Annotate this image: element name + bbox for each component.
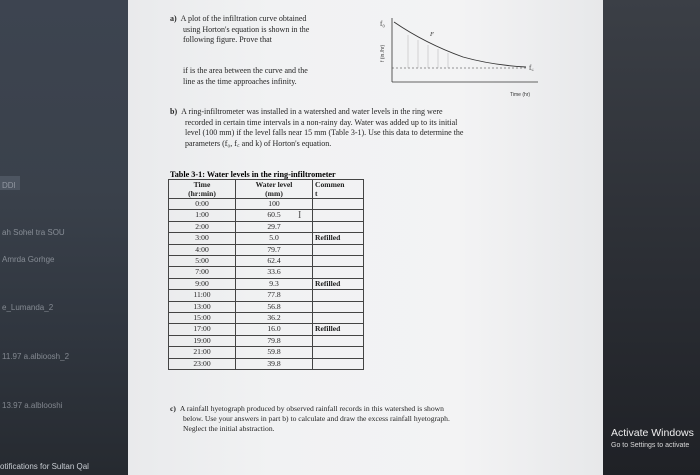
table-cell-time: 19:00 [169, 335, 236, 346]
table-cell-time: 4:00 [169, 244, 236, 255]
table-cell-level: 9.3 [236, 278, 313, 289]
header-level-line: (mm) [265, 189, 283, 198]
table-cell-comment [313, 221, 364, 232]
table-cell-time: 0:00 [169, 199, 236, 210]
table-cell-comment [313, 335, 364, 346]
question-c-line: A rainfall hyetograph produced by observed rainfall records in this watershed is shown [179, 404, 444, 413]
table-cell-comment [313, 256, 364, 267]
question-c-line: below. Use your answers in part b) to calculate and draw the excess rainfall hyetograph. [183, 414, 450, 423]
question-a-label: a) [170, 14, 177, 23]
question-b-line: recorded in certain time intervals in a non-rainy day. Water was added up to its initial [185, 117, 458, 127]
table-cell-comment [313, 267, 364, 278]
table-cell-time: 2:00 [169, 221, 236, 232]
table-cell-time: 11:00 [169, 290, 236, 301]
table-cell-level: 59.8 [236, 347, 313, 358]
notifications-label[interactable]: otifications for Sultan Qal [0, 462, 89, 471]
table-row [169, 324, 364, 335]
table-cell-time: 15:00 [169, 313, 236, 324]
question-c-label: c) [170, 404, 176, 413]
graph-x-label: Time (hr) [510, 92, 531, 98]
question-a-line: following figure. Prove that [183, 35, 272, 45]
question-c-line: Neglect the initial abstraction. [183, 424, 275, 433]
header-time-line: Time [193, 180, 211, 189]
table-row [169, 210, 364, 221]
header-time [169, 180, 236, 199]
header-time-line: (hr:min) [188, 189, 216, 198]
question-b [170, 107, 570, 149]
sidebar-label: e_Lumanda_2 [2, 303, 54, 312]
table-row [169, 301, 364, 312]
table-cell-comment: Refilled [313, 324, 364, 335]
question-b-line: level (100 mm) if the level falls near 15 mm (Table 3-1). Use this data to determine the [185, 128, 464, 138]
text-cursor-icon: I [298, 210, 302, 221]
question-b-line: parameters (f₀, f꜀ and k) of Horton's equation. [185, 138, 332, 148]
question-a-line: A plot of the infiltration curve obtained [180, 14, 307, 23]
table-cell-comment: Refilled [313, 278, 364, 289]
table-row [169, 244, 364, 255]
table-row [169, 221, 364, 232]
table-cell-level: 60.5 [236, 210, 313, 221]
table-cell-comment [313, 290, 364, 301]
table-cell-level: 16.0 [236, 324, 313, 335]
table-cell-level: 62.4 [236, 256, 313, 267]
table-row [169, 335, 364, 346]
sidebar-label: DDl [2, 181, 16, 190]
table-cell-time: 21:00 [169, 347, 236, 358]
question-a-line: using Horton's equation is shown in the [183, 24, 310, 34]
table-cell-level: 56.8 [236, 301, 313, 312]
horton-infiltration-graph [238, 10, 543, 100]
table-cell-comment: Refilled [313, 233, 364, 244]
header-water-level [236, 180, 313, 199]
header-level-line: Water level [255, 180, 293, 189]
sidebar-label: 13.97 a.alblooshi [2, 401, 63, 410]
table-row [169, 233, 364, 244]
table-cell-comment [313, 199, 364, 210]
table-cell-comment [313, 358, 364, 369]
table-row [169, 199, 364, 210]
table-row [169, 278, 364, 289]
table-cell-level: 77.8 [236, 290, 313, 301]
F-label: F [430, 31, 434, 38]
table-cell-time: 3:00 [169, 233, 236, 244]
left-background-panel [0, 0, 128, 475]
table-cell-comment [313, 301, 364, 312]
table-row [169, 313, 364, 324]
area-hatching [408, 35, 448, 68]
table-cell-comment [313, 313, 364, 324]
table-cell-level: 33.6 [236, 267, 313, 278]
table-row [169, 347, 364, 358]
table-cell-level: 36.2 [236, 313, 313, 324]
graph-y-label: f (in./hr) [380, 44, 386, 62]
table-cell-level: 5.0 [236, 233, 313, 244]
question-a-line: if is the area between the curve and the [183, 66, 308, 75]
right-background-panel [603, 0, 700, 475]
question-c [170, 404, 570, 434]
header-comment-line: t [315, 189, 318, 198]
question-a-line: line as the time approaches infinity. [183, 76, 297, 86]
question-b-line: A ring-infiltrometer was installed in a watershed and water levels in the ring were [181, 107, 443, 116]
table-caption: Table 3-1: Water levels in the ring-infiltrometer [170, 170, 336, 179]
table-body [169, 199, 364, 370]
sidebar-label: Amrda Gorhge [2, 255, 55, 264]
table-row [169, 267, 364, 278]
table-cell-time: 13:00 [169, 301, 236, 312]
table-row [169, 290, 364, 301]
table-cell-time: 5:00 [169, 256, 236, 267]
question-b-label: b) [170, 107, 178, 116]
header-comment [313, 180, 364, 199]
table-cell-time: 1:00 [169, 210, 236, 221]
table-cell-time: 17:00 [169, 324, 236, 335]
fc-label: f꜀ [529, 64, 534, 72]
water-level-table [168, 179, 364, 370]
table-header-row [169, 180, 364, 199]
table-cell-level: 100 [236, 199, 313, 210]
sidebar-label: 11.97 a.albioosh_2 [2, 352, 70, 361]
header-comment-line: Commen [315, 180, 345, 189]
table-row [169, 256, 364, 267]
table-cell-level: 79.8 [236, 335, 313, 346]
infiltration-curve [394, 22, 526, 67]
table-cell-time: 7:00 [169, 267, 236, 278]
table-cell-level: 79.7 [236, 244, 313, 255]
table-cell-time: 23:00 [169, 358, 236, 369]
table-cell-comment [313, 210, 364, 221]
table-cell-comment [313, 244, 364, 255]
sidebar-label: ah Sohel tra SOU [2, 228, 65, 237]
table-row [169, 358, 364, 369]
activate-windows-title: Activate Windows [611, 427, 694, 439]
table-cell-level: 29.7 [236, 221, 313, 232]
table-cell-level: 39.8 [236, 358, 313, 369]
f0-label: f₀ [380, 20, 385, 28]
table-cell-time: 9:00 [169, 278, 236, 289]
activate-windows-subtitle[interactable]: Go to Settings to activate [611, 442, 690, 449]
table-cell-comment [313, 347, 364, 358]
